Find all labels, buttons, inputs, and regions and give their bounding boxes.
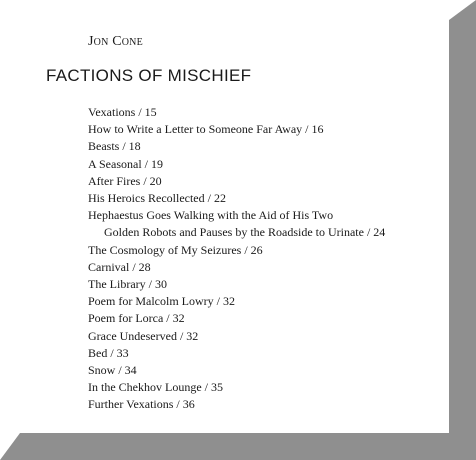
toc-item: Poem for Lorca / 32 [88, 311, 185, 326]
toc-item: In the Chekhov Lounge / 35 [88, 380, 223, 395]
toc-item: How to Write a Letter to Someone Far Away / 16 [88, 122, 324, 137]
table-of-contents [88, 104, 385, 414]
toc-item: Vexations / 15 [88, 105, 157, 119]
page-shadow [449, 0, 476, 20]
toc-item: The Library / 30 [88, 277, 167, 292]
toc-item: The Cosmology of My Seizures / 26 [88, 242, 263, 257]
toc-item: Hephaestus Goes Walking with the Aid of His Two [88, 208, 334, 223]
page-shadow [0, 433, 20, 460]
toc-item: Bed / 33 [88, 345, 129, 360]
toc-item: Further Vexations / 36 [88, 397, 195, 412]
toc-item: After Fires / 20 [88, 173, 162, 188]
toc-item: Grace Undeserved / 32 [88, 328, 199, 343]
book-title: FACTIONS OF MISCHIEF [46, 66, 252, 85]
toc-item: His Heroics Recollected / 22 [88, 191, 226, 206]
toc-item: A Seasonal / 19 [88, 156, 163, 171]
toc-item: Carnival / 28 [88, 259, 151, 274]
toc-item: Poem for Malcolm Lowry / 32 [88, 294, 235, 309]
toc-item: Snow / 34 [88, 363, 137, 378]
toc-item: Beasts / 18 [88, 139, 141, 154]
page-shadow [449, 20, 476, 460]
author-name: Jon Cone [88, 34, 143, 49]
page-shadow [20, 433, 476, 460]
toc-item-continuation: Golden Robots and Pauses by the Roadside to Urinate / 24 [104, 225, 386, 240]
